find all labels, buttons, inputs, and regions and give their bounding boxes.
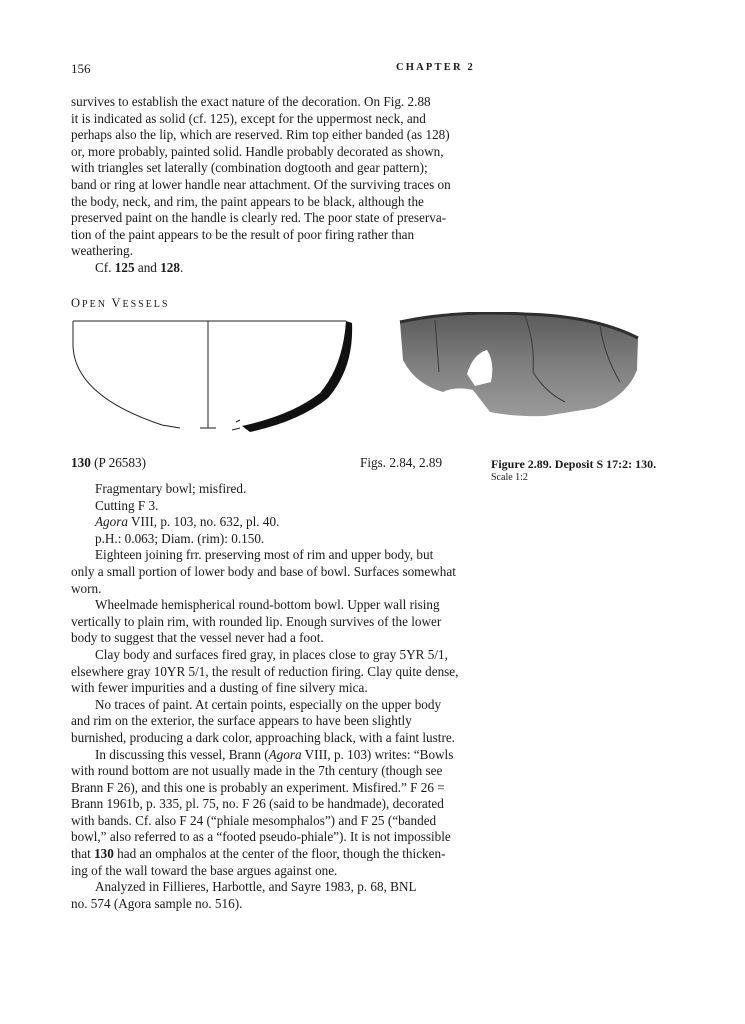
entry-line: bowl,” also referred to as a “footed pseudo-phiale”). It is not impossible: [71, 829, 451, 845]
cf-prefix: Cf.: [95, 259, 115, 275]
catalogue-ref-130: 130: [94, 846, 114, 862]
entry-line: Wheelmade hemispherical round-bottom bowl. Upper wall rising: [95, 597, 440, 613]
section-smallcaps: PEN: [82, 299, 112, 310]
entry-line: Clay body and surfaces fired gray, in places close to gray 5YR 5/1,: [95, 646, 448, 662]
cf-end: .: [179, 259, 184, 275]
cf-ref-128: 128: [160, 259, 180, 275]
intro-line: or, more probably, painted solid. Handle probably decorated as shown,: [71, 143, 444, 159]
entry-line: Brann F 26), and this one is probably an experiment. Misfired.” F 26 =: [71, 779, 445, 795]
entry-line: [71, 747, 471, 764]
intro-line: the body, neck, and rim, the paint appears to be black, although the: [71, 193, 424, 209]
intro-line: it is indicated as solid (cf. 125), except for the uppermost neck, and: [71, 110, 426, 126]
inventory-number: (P 26583): [90, 455, 146, 470]
entry-line: with fewer impurities and a dusting of fine silvery mica.: [71, 680, 368, 696]
entry-line: with round bottom are not usually made in the 7th century (though see: [71, 763, 443, 779]
section-smallcaps: ESSELS: [122, 299, 170, 310]
entry-line: only a small portion of lower body and base of bowl. Surfaces somewhat: [71, 563, 456, 579]
reference-text: VIII, p. 103, no. 632, pl. 40.: [127, 514, 280, 530]
intro-line: weathering.: [71, 243, 133, 259]
text-segment: VIII, p. 103) writes: “Bowls: [301, 746, 454, 762]
entry-line: Analyzed in Fillieres, Harbottle, and Sayre 1983, p. 68, BNL: [95, 879, 417, 895]
entry-line: vertically to plain rim, with rounded lip. Enough survives of the lower: [71, 613, 442, 629]
running-head: CHAPTER 2: [396, 62, 476, 73]
entry-line: elsewhere gray 10YR 5/1, the result of reduction firing. Clay quite dense,: [71, 663, 459, 679]
bowl-profile-drawing: [70, 318, 360, 438]
entry-line: worn.: [71, 580, 102, 596]
intro-line: band or ring at lower handle near attachment. Of the surviving traces on: [71, 176, 451, 192]
profile-outline: [73, 321, 180, 428]
text-segment: that: [71, 846, 95, 862]
page-number: 156: [71, 61, 91, 76]
intro-line: survives to establish the exact nature of the decoration. On Fig. 2.88: [71, 94, 431, 109]
caption-scale: Scale 1:2: [491, 472, 528, 483]
cf-ref-125: 125: [114, 259, 135, 275]
wall-section: [242, 321, 352, 432]
catalogue-heading: [71, 455, 146, 471]
entry-line: No traces of paint. At certain points, especially on the upper body: [95, 696, 442, 712]
cf-line: [71, 260, 471, 277]
cf-and: and: [134, 259, 161, 275]
figure-references: Figs. 2.84, 2.89: [360, 455, 443, 470]
text-segment: had an omphalos at the center of the floor, though the thicken-: [113, 846, 446, 862]
entry-line: [71, 514, 471, 531]
section-heading: [71, 296, 169, 311]
intro-paragraph: [71, 94, 471, 277]
journal-title: Agora: [95, 514, 128, 530]
intro-line: perhaps also the lip, which are reserved. Rim top either banded (as 128): [71, 127, 450, 143]
section-initial: O: [71, 296, 83, 310]
bowl-photograph: [395, 312, 640, 418]
intro-line: tion of the paint appears to be the result of poor firing rather than: [71, 226, 415, 242]
section-initial: V: [111, 296, 123, 310]
entry-line: burnished, producing a dark color, approaching black, with a faint lustre.: [71, 729, 455, 745]
entry-line: with bands. Cf. also F 24 (“phiale mesomphalos”) and F 25 (“banded: [71, 812, 437, 828]
break-mark: [232, 428, 240, 430]
catalogue-number: 130: [71, 455, 91, 470]
entry-line: Fragmentary bowl; misfired.: [95, 481, 247, 496]
entry-line: [71, 846, 471, 863]
entry-line: Brann 1961b, p. 335, pl. 75, no. F 26 (said to be handmade), decorated: [71, 796, 444, 812]
entry-line: Cutting F 3.: [95, 497, 159, 513]
break-mark: [236, 420, 240, 422]
text-segment: In discussing this vessel, Brann (: [95, 746, 269, 762]
entry-line: no. 574 (Agora sample no. 516).: [71, 895, 243, 911]
entry-line: body to suggest that the vessel never had a foot.: [71, 630, 324, 646]
entry-line: ing of the wall toward the base argues against one.: [71, 862, 338, 878]
intro-line: preserved paint on the handle is clearly red. The poor state of preserva-: [71, 210, 447, 226]
caption-title: Figure 2.89. Deposit S 17:2: 130.: [491, 457, 657, 471]
entry-line: p.H.: 0.063; Diam. (rim): 0.150.: [95, 530, 265, 546]
entry-line: Eighteen joining frr. preserving most of rim and upper body, but: [95, 547, 434, 563]
entry-line: and rim on the exterior, the surface appears to have been slightly: [71, 713, 412, 729]
figure-caption: [491, 457, 656, 485]
intro-line: with triangles set laterally (combination dogtooth and gear pattern);: [71, 160, 428, 176]
catalogue-entry: [71, 481, 471, 912]
journal-title: Agora: [268, 746, 302, 762]
